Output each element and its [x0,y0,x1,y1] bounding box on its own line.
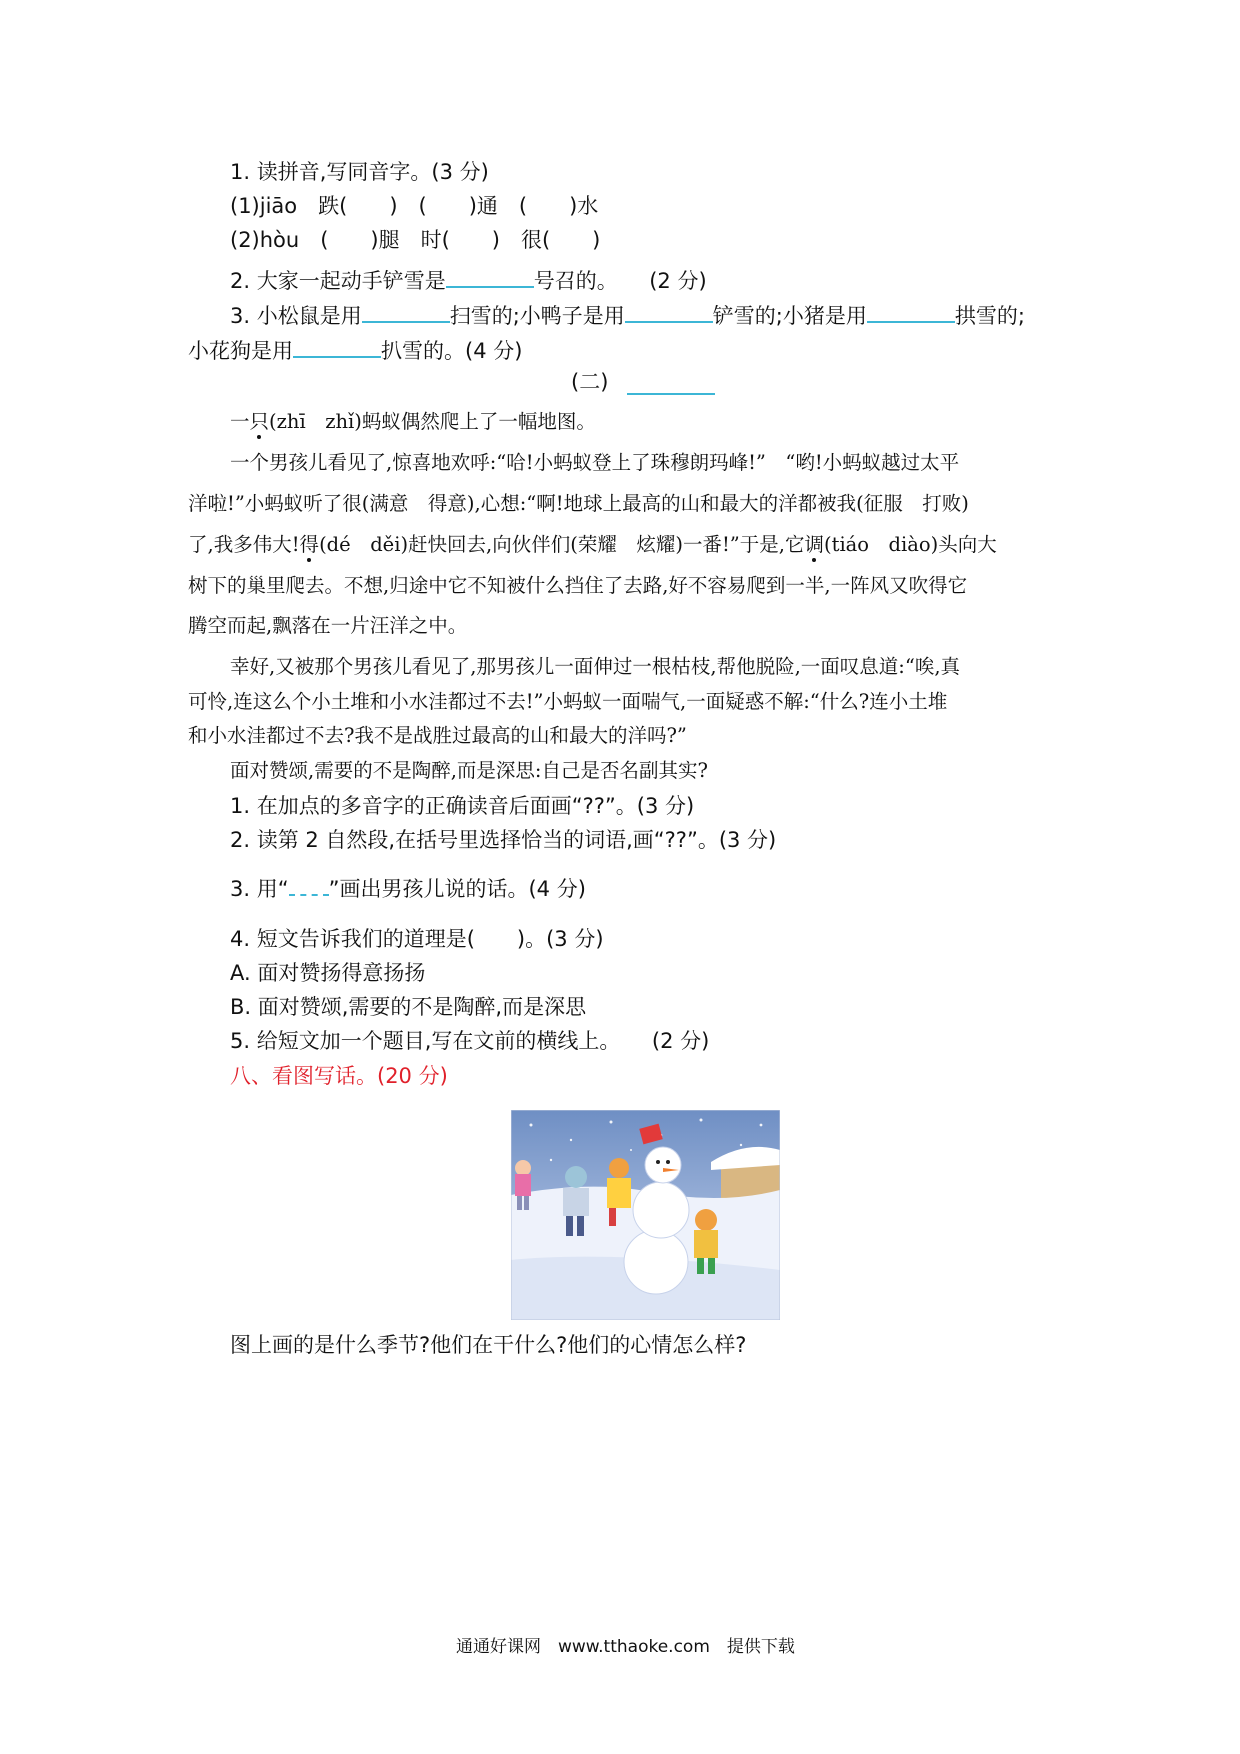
passage-line [188,530,997,560]
passage-line: 洋啦!”小蚂蚁听了很(满意 得意),心想:“啊!地球上最高的山和最大的洋都被我(征服 打败) [188,492,969,515]
question-3 [230,874,586,904]
title-blank[interactable] [627,368,715,395]
section-heading: 八、看图写话。(20 分) [230,1064,448,1088]
passage-line: 幸好,又被那个男孩儿看见了,那男孩儿一面伸过一根枯枝,帮他脱险,一面叹息道:“唉,真 [230,655,961,678]
passage-line: 树下的巢里爬去。不想,归途中它不知被什么挡住了去路,好不容易爬到一半,一阵风又吹得它 [188,574,968,597]
writing-prompt: 图上画的是什么季节?他们在干什么?他们的心情怎么样? [230,1333,747,1357]
q3-text-b: 扫雪的;小鸭子是用 [449,304,625,328]
q2-text-a: 2. 大家一起动手铲雪是 [230,269,446,293]
answer-blank[interactable] [867,297,955,323]
answer-blank[interactable] [446,262,534,288]
dotted-character: 只 [249,410,270,433]
passage-line: 腾空而起,飘落在一片汪洋之中。 [188,614,468,637]
q3-text-d: 拱雪的; [954,304,1025,328]
passage-line: 和小水洼都过不去?我不是战胜过最高的山和最大的洋吗?” [188,724,687,747]
q2-text-b: 号召的。 (2 分) [533,269,707,293]
footer-text: 通通好课网 www.tthaoke.com 提供下载 [456,1637,795,1657]
passage-line: 可怜,连这么个小土堆和小水洼都过不去!”小蚂蚁一面喘气,一面疑惑不解:“什么?连小土堆 [188,690,948,713]
question-2: 2. 读第 2 自然段,在括号里选择恰当的词语,画“??”。(3 分) [230,828,777,852]
question-5: 5. 给短文加一个题目,写在文前的横线上。 (2 分) [230,1029,710,1053]
passage-text: (tiáo diào)头向大 [824,533,997,556]
q1-part-a: (1)jiāo 跌( ) ( )通 ( )水 [230,194,599,218]
passage-line: 一个男孩儿看见了,惊喜地欢呼:“哈!小蚂蚁登上了珠穆朗玛峰!” “哟!小蚂蚁越过太平 [230,451,960,474]
q1-part-b: (2)hòu ( )腿 时( ) 很( ) [230,228,601,252]
question-3-text-b: ”画出男孩儿说的话。(4 分) [328,877,586,901]
q1-instruction: 1. 读拼音,写同音字。(3 分) [230,160,489,184]
option-a[interactable]: A. 面对赞扬得意扬扬 [230,961,426,985]
q3-line2 [188,332,522,366]
wavy-underline-sample [289,878,329,896]
children-building-snowman-illustration [511,1110,780,1320]
passage-conclusion: 面对赞颂,需要的不是陶醉,而是深思:自己是否名副其实? [230,759,708,782]
answer-blank[interactable] [625,297,713,323]
q3-text-e: 小花狗是用 [188,339,293,363]
dotted-character: 调 [804,533,824,556]
passage-paragraph-1 [230,407,596,437]
passage-text: 一 [230,410,250,433]
passage-text: (dé děi)赶快回去,向伙伴们(荣耀 炫耀)一番!”于是,它 [319,533,805,556]
passage-text: (zhī zhǐ)蚂蚁偶然爬上了一幅地图。 [269,410,596,433]
q2-line [230,262,707,296]
question-4: 4. 短文告诉我们的道理是( )。(3 分) [230,927,604,951]
question-3-text-a: 3. 用“ [230,877,289,901]
question-1: 1. 在加点的多音字的正确读音后面画“??”。(3 分) [230,794,695,818]
dotted-character: 得 [299,533,320,556]
q3-line1 [230,297,1025,331]
q3-text-a: 3. 小松鼠是用 [230,304,362,328]
answer-blank[interactable] [293,332,381,358]
passage-text: 了,我多伟大! [188,533,300,556]
option-b[interactable]: B. 面对赞颂,需要的不是陶醉,而是深思 [230,995,587,1019]
section-label: (二) [571,370,609,394]
answer-blank[interactable] [362,297,450,323]
q3-text-c: 铲雪的;小猪是用 [712,304,867,328]
q3-text-f: 扒雪的。(4 分) [381,339,523,363]
